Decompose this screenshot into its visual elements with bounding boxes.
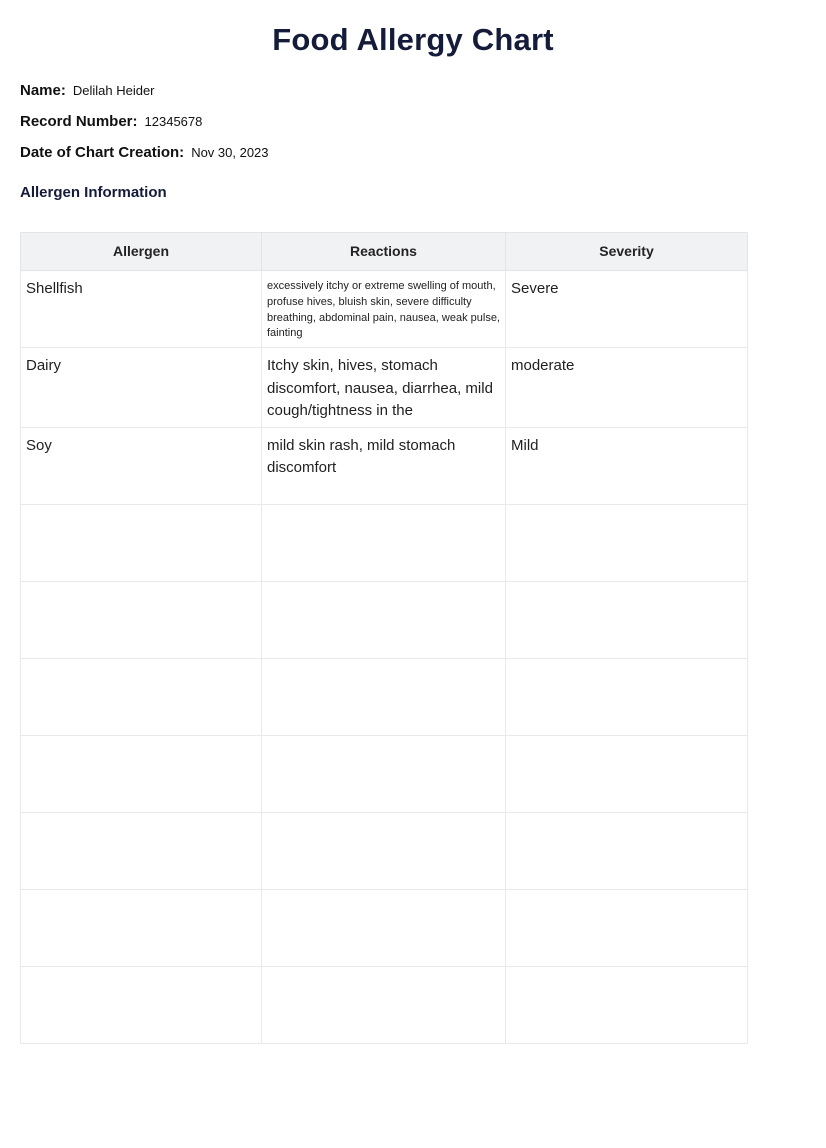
- cell-severity[interactable]: [506, 889, 748, 966]
- cell-severity[interactable]: Mild: [506, 427, 748, 504]
- meta-row-record-number: [20, 113, 806, 131]
- cell-allergen[interactable]: [21, 581, 262, 658]
- patient-meta-block: [20, 82, 806, 162]
- cell-allergen[interactable]: [21, 504, 262, 581]
- allergen-table: [20, 232, 748, 1044]
- cell-allergen[interactable]: Dairy: [21, 348, 262, 428]
- allergen-table-body: [21, 270, 748, 1043]
- table-row: [21, 427, 748, 504]
- chart-creation-date-value: Nov 30, 2023: [191, 144, 269, 160]
- cell-allergen[interactable]: [21, 966, 262, 1043]
- column-header-allergen: Allergen: [21, 232, 262, 270]
- cell-severity[interactable]: [506, 735, 748, 812]
- meta-row-name: [20, 82, 806, 100]
- cell-reactions[interactable]: [262, 812, 506, 889]
- cell-reactions[interactable]: Itchy skin, hives, stomach discomfort, nausea, diarrhea, mild cough/tightness in the: [262, 348, 506, 428]
- chart-creation-date-label: Date of Chart Creation:: [20, 143, 185, 161]
- column-header-severity: Severity: [506, 232, 748, 270]
- cell-reactions[interactable]: [262, 966, 506, 1043]
- table-row: [21, 504, 748, 581]
- cell-reactions[interactable]: [262, 889, 506, 966]
- cell-allergen[interactable]: Soy: [21, 427, 262, 504]
- meta-row-chart-creation-date: [20, 144, 806, 162]
- cell-allergen[interactable]: [21, 735, 262, 812]
- table-row: [21, 966, 748, 1043]
- table-row: [21, 348, 748, 428]
- cell-allergen[interactable]: [21, 889, 262, 966]
- table-row: [21, 735, 748, 812]
- cell-severity[interactable]: [506, 504, 748, 581]
- cell-reactions[interactable]: excessively itchy or extreme swelling of mouth, profuse hives, bluish skin, severe difficulty breathing, abdominal pain, nausea, weak pulse, fainting: [262, 270, 506, 348]
- record-number-value: 12345678: [144, 113, 203, 129]
- table-row: [21, 270, 748, 348]
- cell-reactions[interactable]: [262, 735, 506, 812]
- table-row: [21, 581, 748, 658]
- record-number-label: Record Number:: [20, 112, 138, 130]
- cell-severity[interactable]: [506, 966, 748, 1043]
- allergen-table-container: [20, 232, 806, 1044]
- cell-allergen[interactable]: [21, 658, 262, 735]
- name-value: Delilah Heider: [72, 82, 155, 98]
- column-header-reactions: Reactions: [262, 232, 506, 270]
- cell-severity[interactable]: Severe: [506, 270, 748, 348]
- name-label: Name:: [20, 81, 66, 99]
- cell-severity[interactable]: [506, 581, 748, 658]
- section-heading-allergen-information: Allergen Information: [20, 183, 167, 201]
- page-title: Food Allergy Chart: [272, 22, 554, 57]
- table-header-row: [21, 232, 748, 270]
- table-row: [21, 658, 748, 735]
- allergen-table-head: [21, 232, 748, 270]
- cell-severity[interactable]: moderate: [506, 348, 748, 428]
- cell-severity[interactable]: [506, 812, 748, 889]
- table-row: [21, 889, 748, 966]
- cell-severity[interactable]: [506, 658, 748, 735]
- cell-reactions[interactable]: [262, 504, 506, 581]
- cell-reactions[interactable]: [262, 658, 506, 735]
- cell-reactions[interactable]: mild skin rash, mild stomach discomfort: [262, 427, 506, 504]
- cell-allergen[interactable]: [21, 812, 262, 889]
- cell-allergen[interactable]: Shellfish: [21, 270, 262, 348]
- cell-reactions[interactable]: [262, 581, 506, 658]
- table-row: [21, 812, 748, 889]
